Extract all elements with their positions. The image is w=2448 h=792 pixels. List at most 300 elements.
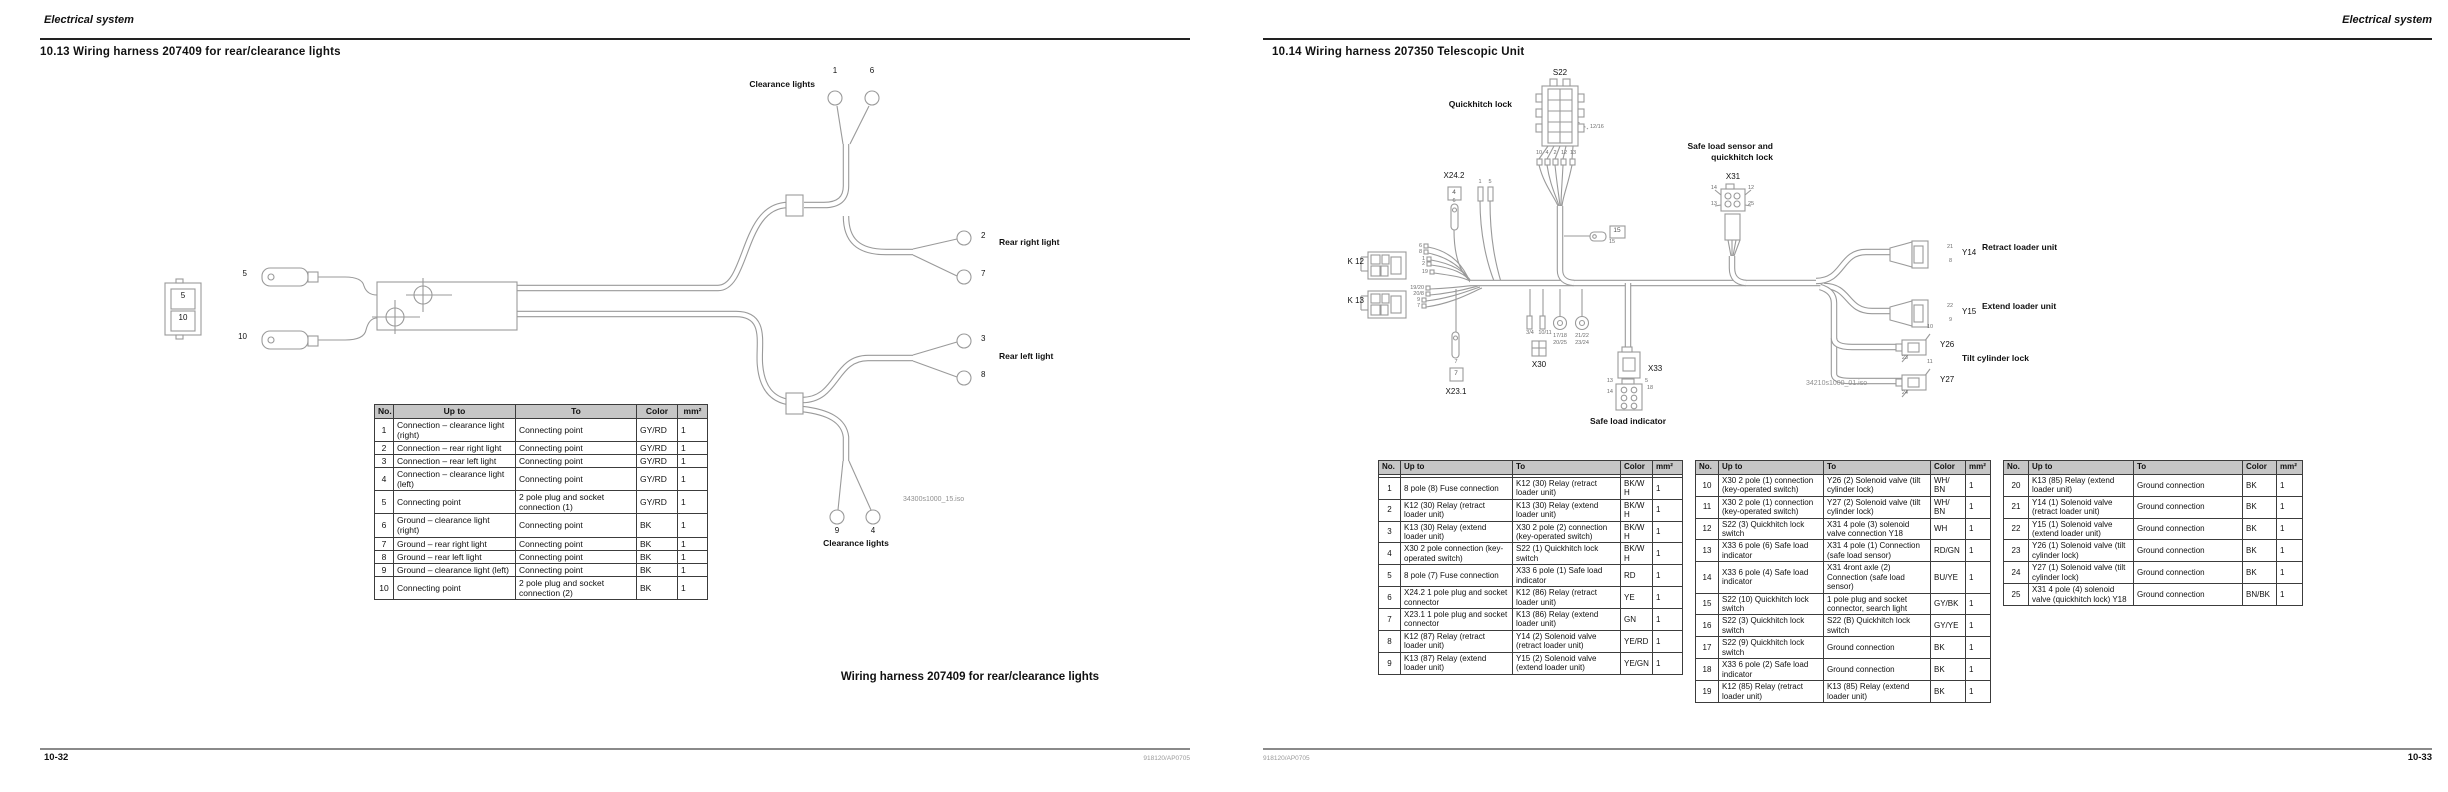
callout-2: 2 [981, 231, 986, 240]
cell: X31 4 pole (4) solenoid valve (quickhitch lock) Y18 [2029, 584, 2134, 606]
cell: BU/YE [1931, 562, 1966, 593]
cell: 7 [1379, 609, 1401, 631]
cell: X30 2 pole connection (key-operated switch) [1401, 543, 1513, 565]
pin-y14-8: 8 [1949, 258, 1953, 264]
cell: 9 [1379, 652, 1401, 674]
cell: 1 [2277, 584, 2303, 606]
cell: 1 [1966, 474, 1991, 496]
cell: GY/RD [637, 455, 678, 468]
stub-6: 6 [1418, 243, 1422, 249]
cell: X33 6 pole (4) Safe load indicator [1719, 562, 1824, 593]
cell: 4 [375, 468, 394, 491]
cell: Ground connection [2134, 474, 2243, 496]
table-row [1696, 593, 1991, 615]
cell: 1 [2277, 562, 2303, 584]
table-row [375, 576, 708, 599]
pin-y26-10: 10 [1927, 324, 1934, 330]
cell: Ground connection [2134, 496, 2243, 518]
cell: WH [1931, 518, 1966, 540]
cell: X31 4 pole (1) Connection (safe load sensor) [1824, 540, 1931, 562]
cell: 16 [1696, 615, 1719, 637]
cell: Ground – rear right light [394, 537, 516, 550]
cell: 10 [375, 576, 394, 599]
footer-rule [1263, 748, 2432, 750]
table-row [1696, 615, 1991, 637]
column-header: No. [1696, 461, 1719, 475]
pin-s22-wire-b: 4 [1545, 150, 1549, 156]
pin-x31-12: 12 [1748, 185, 1755, 191]
label-k13: K 13 [1347, 296, 1364, 305]
cell: 1 [1966, 681, 1991, 703]
cell: Connecting point [516, 514, 637, 537]
cell: S22 (3) Quickhitch lock switch [1719, 615, 1824, 637]
cell: 5 [1379, 565, 1401, 587]
cell: BK [2243, 496, 2277, 518]
cell: BN/BK [2243, 584, 2277, 606]
cell: YE/GN [1621, 652, 1653, 674]
pin-y14-21: 21 [1947, 244, 1954, 250]
cell: Ground connection [2134, 540, 2243, 562]
column-header: Color [1931, 461, 1966, 475]
cell: 1 [2277, 474, 2303, 496]
column-header: No. [375, 405, 394, 419]
cell: Ground connection [2134, 584, 2243, 606]
box-7: 7 [1454, 370, 1458, 377]
page-right [1224, 0, 2448, 792]
wire-table-left [374, 404, 708, 600]
cell: Ground – rear left light [394, 550, 516, 563]
wire-table-1-9 [1378, 460, 1683, 675]
label-safe-load-sensor-line1: Safe load sensor and [1687, 141, 1773, 151]
callout-3: 3 [981, 334, 986, 343]
pin-fuse-1: 1 [1478, 179, 1482, 185]
table-row [1696, 474, 1991, 496]
column-header: Up to [2029, 461, 2134, 475]
cell: S22 (1) Quickhitch lock switch [1513, 543, 1621, 565]
table-row [2004, 496, 2303, 518]
column-header: Color [1621, 461, 1653, 475]
cell: 3 [1379, 521, 1401, 543]
doc-code: 918120/AP0705 [1263, 755, 1310, 762]
cell: Connecting point [516, 537, 637, 550]
table-row [1379, 609, 1683, 631]
cell: BK/WH [1621, 543, 1653, 565]
pin-y27-11: 11 [1927, 359, 1933, 365]
cell: BK [637, 563, 678, 576]
table-row [375, 468, 708, 491]
cell: 3 [375, 455, 394, 468]
cell: K13 (85) Relay (extend loader unit) [2029, 474, 2134, 496]
cell: BK [1931, 681, 1966, 703]
cell: YE/RD [1621, 630, 1653, 652]
cell: Y27 (2) Solenoid valve (tilt cylinder lock) [1824, 496, 1931, 518]
column-header: Up to [394, 405, 516, 419]
page-number: 10-32 [44, 752, 69, 763]
stub-2: 2 [1421, 261, 1425, 267]
pin-s22-wire-a: 10 [1535, 150, 1543, 156]
figure-caption: Wiring harness 207409 for rear/clearance lights [840, 671, 1100, 683]
cell: S22 (B) Quickhitch lock switch [1824, 615, 1931, 637]
cell: 8 [375, 550, 394, 563]
column-header: mm² [678, 405, 708, 419]
cell: K12 (87) Relay (retract loader unit) [1401, 630, 1513, 652]
callout-5: 5 [242, 269, 247, 278]
pin-17-18: 17/18 [1553, 333, 1567, 339]
pin-x33-18: 18 [1647, 385, 1654, 391]
box-15: 15 [1613, 227, 1621, 234]
cell: S22 (3) Quickhitch lock switch [1719, 518, 1824, 540]
cell: 1 [1966, 562, 1991, 593]
cell: BK [637, 514, 678, 537]
diagram-ref: 34300s1000_15.iso [903, 496, 965, 503]
cell: K12 (30) Relay (retract loader unit) [1401, 499, 1513, 521]
cell: 10 [1696, 474, 1719, 496]
cell: 1 [1966, 518, 1991, 540]
diagram-ref: 34210s1000_01.iso [1806, 380, 1868, 387]
pin-s22-wire-e: 13 [1569, 150, 1577, 156]
pin-x31-25: 25 [1748, 201, 1755, 207]
pin-fuse-5: 5 [1488, 179, 1492, 185]
cell: 1 [1653, 565, 1683, 587]
cell: BK [2243, 540, 2277, 562]
table-row [375, 550, 708, 563]
cell: GY/RD [637, 468, 678, 491]
cell: RD/GN [1931, 540, 1966, 562]
table-row [1696, 659, 1991, 681]
cell: 4 [1379, 543, 1401, 565]
table-row [375, 537, 708, 550]
pin-x33-13: 13 [1606, 378, 1613, 384]
cell: Y27 (1) Solenoid valve (tilt cylinder lock) [2029, 562, 2134, 584]
cell: Y14 (1) Solenoid valve (retract loader unit) [2029, 496, 2134, 518]
box-slot-5: 5 [180, 291, 186, 300]
cell: Connecting point [516, 563, 637, 576]
cell: S22 (9) Quickhitch lock switch [1719, 637, 1824, 659]
cell: 2 [1379, 499, 1401, 521]
label-safe-load-sensor-line2: quickhitch lock [1711, 152, 1773, 162]
pin-x33-5: 5 [1645, 378, 1649, 384]
cell: 5 [375, 491, 394, 514]
cell: 1 [678, 514, 708, 537]
cell: X24.2 1 pole plug and socket connector [1401, 587, 1513, 609]
column-header: To [1824, 461, 1931, 475]
cell: Connecting point [394, 576, 516, 599]
cell: Connecting point [394, 491, 516, 514]
running-header: Electrical system [44, 14, 134, 26]
cell: Ground – clearance light (right) [394, 514, 516, 537]
table-row [2004, 584, 2303, 606]
column-header: Up to [1719, 461, 1824, 475]
table-row [1696, 496, 1991, 518]
column-header: Color [637, 405, 678, 419]
cell: Connecting point [516, 550, 637, 563]
pin-s22-wire-c: 2 [1553, 150, 1557, 156]
table-row [1379, 565, 1683, 587]
cell: Connection – rear left light [394, 455, 516, 468]
column-header: To [2134, 461, 2243, 475]
section-title: 10.14 Wiring harness 207350 Telescopic Unit [1272, 46, 1525, 58]
table-row [2004, 474, 2303, 496]
table-row [375, 419, 708, 442]
cell: X31 4 pole (3) solenoid valve connection Y18 [1824, 518, 1931, 540]
pin-x33-14: 14 [1606, 389, 1613, 395]
cell: 18 [1696, 659, 1719, 681]
table-row [1379, 587, 1683, 609]
pin-s22-wire-d: 12 [1560, 150, 1568, 156]
cell: X31 4ront axle (2) Connection (safe load sensor) [1824, 562, 1931, 593]
cell: Connecting point [516, 419, 637, 442]
table-row [2004, 562, 2303, 584]
cell: 1 [1653, 652, 1683, 674]
label-y27: Y27 [1940, 375, 1955, 384]
cell: 14 [1696, 562, 1719, 593]
cell: Y15 (2) Solenoid valve (extend loader unit) [1513, 652, 1621, 674]
cell: 21 [2004, 496, 2029, 518]
cell: Ground connection [1824, 659, 1931, 681]
cell: K13 (86) Relay (extend loader unit) [1513, 609, 1621, 631]
cell: 1 [1653, 521, 1683, 543]
doc-code: 918120/AP0705 [1143, 755, 1190, 762]
cell: 1 [678, 419, 708, 442]
table-row [1379, 499, 1683, 521]
cell: 2 pole plug and socket connection (1) [516, 491, 637, 514]
label-retract-loader-unit: Retract loader unit [1982, 242, 2058, 252]
cell: 1 [375, 419, 394, 442]
cell: K13 (85) Relay (extend loader unit) [1824, 681, 1931, 703]
cell: 22 [2004, 518, 2029, 540]
column-header: mm² [1653, 461, 1683, 475]
label-x31: X31 [1725, 172, 1741, 181]
cell: K13 (87) Relay (extend loader unit) [1401, 652, 1513, 674]
pin-3-4: 3/4 [1526, 330, 1534, 336]
table-row [375, 563, 708, 576]
pin-x31-13: 13 [1710, 201, 1717, 207]
label-clearance-lights-top: Clearance lights [749, 79, 815, 89]
cell: GY/RD [637, 419, 678, 442]
table-row [375, 442, 708, 455]
cell: K12 (30) Relay (retract loader unit) [1513, 477, 1621, 499]
cell: 1 [678, 576, 708, 599]
cell: 1 [1966, 659, 1991, 681]
stub-19-20: 19/20 [1410, 285, 1424, 291]
cell: 20 [2004, 474, 2029, 496]
cell: GN [1621, 609, 1653, 631]
pin-12-16: 12/16 [1590, 124, 1604, 130]
table-row [1379, 521, 1683, 543]
label-s22: S22 [1552, 68, 1568, 77]
pin-21-22: 21/22 [1575, 333, 1589, 339]
column-header: Color [2243, 461, 2277, 475]
cell: 1 [1966, 615, 1991, 637]
cell: Connecting point [516, 455, 637, 468]
label-safe-load-indicator: Safe load indicator [1589, 416, 1667, 426]
cell: 1 [1966, 540, 1991, 562]
section-title: 10.13 Wiring harness 207409 for rear/clearance lights [40, 46, 341, 58]
label-extend-loader-unit: Extend loader unit [1982, 301, 2057, 311]
cell: Connection – clearance light (left) [394, 468, 516, 491]
cell: 1 [1653, 630, 1683, 652]
table-row [1379, 652, 1683, 674]
box-slot-10: 10 [178, 313, 188, 322]
callout-4: 4 [870, 526, 876, 535]
cell: 1 [678, 442, 708, 455]
table-row [2004, 518, 2303, 540]
cell: 23 [2004, 540, 2029, 562]
cell: Connecting point [516, 468, 637, 491]
cell: 1 [2277, 540, 2303, 562]
stub-7: 7 [1416, 303, 1420, 309]
cell: X33 6 pole (1) Safe load indicator [1513, 565, 1621, 587]
cell: X33 6 pole (2) Safe load indicator [1719, 659, 1824, 681]
cell: 9 [375, 563, 394, 576]
cell: Y26 (1) Solenoid valve (tilt cylinder lock) [2029, 540, 2134, 562]
label-clearance-lights-bottom: Clearance lights [823, 538, 889, 548]
cell: 1 [1653, 477, 1683, 499]
cell: 7 [375, 537, 394, 550]
running-header: Electrical system [2342, 14, 2432, 26]
cell: 1 [678, 455, 708, 468]
cell: GY/BK [1931, 593, 1966, 615]
table-row [1696, 681, 1991, 703]
label-quickhitch-lock: Quickhitch lock [1448, 99, 1512, 109]
pin-x24-6: 6 [1452, 198, 1456, 204]
cell: 11 [1696, 496, 1719, 518]
cell: Y14 (2) Solenoid valve (retract loader unit) [1513, 630, 1621, 652]
column-header: To [1513, 461, 1621, 475]
cell: Y15 (1) Solenoid valve (extend loader unit) [2029, 518, 2134, 540]
cell: 6 [1379, 587, 1401, 609]
cell: S22 (10) Quickhitch lock switch [1719, 593, 1824, 615]
cell: 8 pole (8) Fuse connection [1401, 477, 1513, 499]
table-row [1379, 477, 1683, 499]
box-4: 4 [1452, 189, 1456, 196]
cell: X30 2 pole (1) connection (key-operated switch) [1719, 496, 1824, 518]
cell: 1 [1653, 543, 1683, 565]
column-header: To [516, 405, 637, 419]
cell: BK [2243, 474, 2277, 496]
cell: GY/YE [1931, 615, 1966, 637]
cell: BK [637, 550, 678, 563]
cell: X30 2 pole (1) connection (key-operated switch) [1719, 474, 1824, 496]
cell: BK [2243, 562, 2277, 584]
cell: Connection – clearance light (right) [394, 419, 516, 442]
cell: K13 (30) Relay (extend loader unit) [1401, 521, 1513, 543]
column-header: No. [2004, 461, 2029, 475]
cell: BK [1931, 637, 1966, 659]
table-row [1696, 562, 1991, 593]
cell: WH/ BN [1931, 474, 1966, 496]
cell: 6 [375, 514, 394, 537]
pin-y26-23: 23 [1901, 355, 1908, 361]
callout-7: 7 [981, 269, 986, 278]
table-row [1696, 637, 1991, 659]
cell: BK [1931, 659, 1966, 681]
stub-9: 9 [1416, 297, 1420, 303]
stub-8: 8 [1418, 249, 1422, 255]
label-y15: Y15 [1962, 307, 1977, 316]
callout-10: 10 [238, 332, 247, 341]
cell: 1 [678, 563, 708, 576]
column-header: mm² [1966, 461, 1991, 475]
cell: 24 [2004, 562, 2029, 584]
cell: GY/RD [637, 442, 678, 455]
cell: Y26 (2) Solenoid valve (tilt cylinder lock) [1824, 474, 1931, 496]
pin-23-24: 23/24 [1575, 340, 1589, 346]
cell: 17 [1696, 637, 1719, 659]
cell: 1 [1966, 593, 1991, 615]
page-number: 10-33 [2407, 752, 2432, 763]
cell: Ground connection [2134, 518, 2243, 540]
label-x33: X33 [1648, 364, 1663, 373]
footer-rule [40, 748, 1190, 750]
cell: Ground connection [1824, 637, 1931, 659]
cell: K13 (30) Relay (extend loader unit) [1513, 499, 1621, 521]
callout-6: 6 [869, 66, 875, 75]
stub-19: 19 [1421, 269, 1428, 275]
table-row [375, 491, 708, 514]
pin-10-11: 10/11 [1538, 330, 1552, 336]
stub-20-8: 20/8 [1413, 291, 1424, 297]
table-row [1379, 543, 1683, 565]
table-row [375, 455, 708, 468]
cell: 12 [1696, 518, 1719, 540]
cell: YE [1621, 587, 1653, 609]
cell: GY/RD [637, 491, 678, 514]
cell: 1 pole plug and socket connector, search light [1824, 593, 1931, 615]
cell: 1 [2277, 496, 2303, 518]
cell: 1 [1653, 587, 1683, 609]
table-row [1696, 518, 1991, 540]
cell: 2 pole plug and socket connection (2) [516, 576, 637, 599]
label-tilt-cylinder-lock: Tilt cylinder lock [1962, 353, 2029, 363]
cell: 15 [1696, 593, 1719, 615]
label-x24-2: X24.2 [1443, 171, 1465, 180]
cell: 1 [678, 550, 708, 563]
cell: Connecting point [516, 442, 637, 455]
cell: 1 [1653, 499, 1683, 521]
cell: K12 (85) Relay (retract loader unit) [1719, 681, 1824, 703]
cell: BK [637, 537, 678, 550]
cell: 1 [1966, 496, 1991, 518]
cell: 25 [2004, 584, 2029, 606]
column-header: mm² [2277, 461, 2303, 475]
column-header: Up to [1401, 461, 1513, 475]
column-header: No. [1379, 461, 1401, 475]
cell: X23.1 1 pole plug and socket connector [1401, 609, 1513, 631]
label-y14: Y14 [1962, 248, 1977, 257]
cell: 1 [1966, 637, 1991, 659]
label-y26: Y26 [1940, 340, 1955, 349]
stub-1: 1 [1421, 256, 1425, 262]
pin-20-25: 20/25 [1553, 340, 1567, 346]
cell: X30 2 pole (2) connection (key-operated switch) [1513, 521, 1621, 543]
cell: 1 [678, 491, 708, 514]
callout-8: 8 [981, 370, 986, 379]
label-rear-left-light: Rear left light [999, 351, 1054, 361]
cell: Ground – clearance light (left) [394, 563, 516, 576]
cell: 1 [2277, 518, 2303, 540]
label-k12: K 12 [1347, 257, 1364, 266]
cell: BK/WH [1621, 499, 1653, 521]
pin-y27-24: 24 [1901, 390, 1908, 396]
cell: 1 [1379, 477, 1401, 499]
cell: WH/ BN [1931, 496, 1966, 518]
cell: BK/WH [1621, 521, 1653, 543]
callout-9: 9 [834, 526, 840, 535]
cell: 1 [678, 468, 708, 491]
pin-x31-14: 14 [1710, 185, 1717, 191]
label-x30: X30 [1531, 360, 1547, 369]
